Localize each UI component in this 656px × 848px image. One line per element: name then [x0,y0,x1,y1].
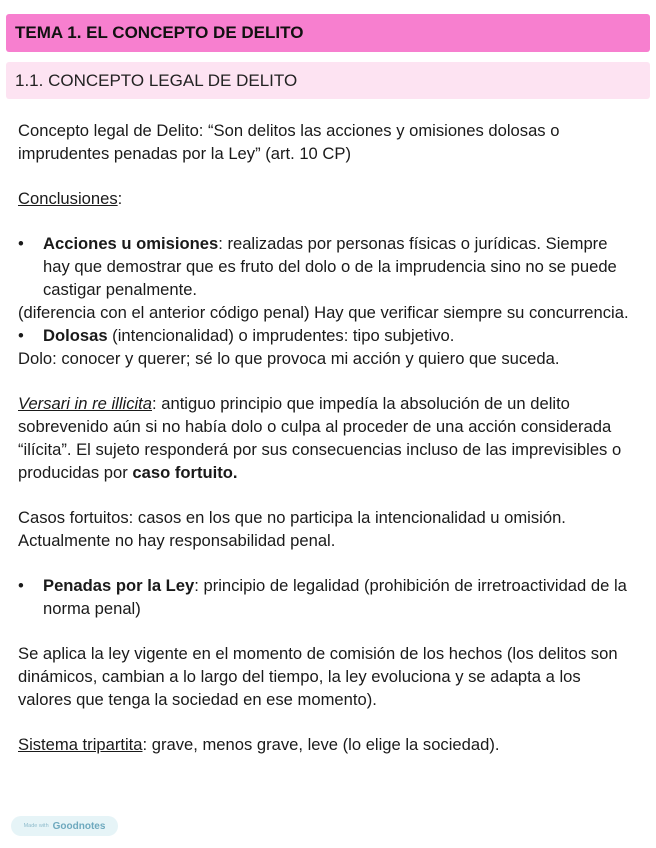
bullet-dolosas-bold: Dolosas [43,326,108,345]
conclusiones-heading [18,187,638,210]
made-with-label: Made with [23,823,49,829]
conclusiones-label: Conclusiones [18,189,118,208]
intro-paragraph: Concepto legal de Delito: “Son delitos las acciones y omisiones dolosas o imprudentes penadas por la Ley” (art. 10 CP) [18,121,560,163]
dolo-paragraph: Dolo: conocer y querer; sé lo que provoca mi acción y quiero que suceda. [18,349,560,368]
bullet-acciones [18,232,638,301]
versari-paragraph [18,392,638,484]
goodnotes-logo: Goodnotes [52,820,106,832]
bullet-acciones-text: : realizadas por personas físicas o jurídicas. Siempre hay que demostrar que es fruto del dolo o de la imprudencia sino no se puede castigar penalmente. [43,234,617,299]
versari-term: Versari in re illicita [18,394,153,413]
page-title-text: TEMA 1. EL CONCEPTO DE DELITO [15,23,304,42]
bullet-dot: • [18,326,24,345]
conclusiones-colon: : [117,189,123,208]
bullet-dolosas-text: (intencionalidad) o imprudentes: tipo subjetivo. [107,326,455,345]
casos-fortuitos-paragraph: Casos fortuitos: casos en los que no participa la intencionalidad u omisión. Actualmente no hay responsabilidad penal. [18,508,566,550]
bullet-dot: • [18,576,24,595]
acciones-note: (diferencia con el anterior código penal) Hay que verificar siempre su concurrencia. [18,303,629,322]
bullet-acciones-bold: Acciones u omisiones [43,234,219,253]
bullet-penadas [18,574,638,620]
bullet-penadas-text: : principio de legalidad (prohibición de irretroactividad de la norma penal) [43,576,627,618]
versari-text: : antiguo principio que impedía la absolución de un delito sobrevenido aún si no había dolo o culpa al proceder de una acción considerada “ilícita”. El sujeto responderá por sus consecuencias incluso de las imprevisibles o producidas por [18,394,622,482]
bullet-dot: • [18,234,24,253]
ley-vigente-paragraph: Se aplica la ley vigente en el momento de comisión de los hechos (los delitos son dinámicos, cambian a lo largo del tiempo, la ley evoluciona y se adapta a los valores que tenga la sociedad en ese momento). [18,644,618,709]
section-title [6,62,650,99]
page-title [6,14,650,52]
bullet-penadas-bold: Penadas por la Ley [43,576,195,595]
sistema-label: Sistema tripartita [18,735,143,754]
section-title-text: 1.1. CONCEPTO LEGAL DE DELITO [15,70,298,90]
goodnotes-badge [11,816,118,836]
note-body [18,119,638,756]
sistema-text: : grave, menos grave, leve (lo elige la sociedad). [142,735,500,754]
sistema-paragraph [18,733,638,756]
caso-fortuito-bold: caso fortuito. [132,463,238,482]
bullet-dolosas [18,324,638,347]
